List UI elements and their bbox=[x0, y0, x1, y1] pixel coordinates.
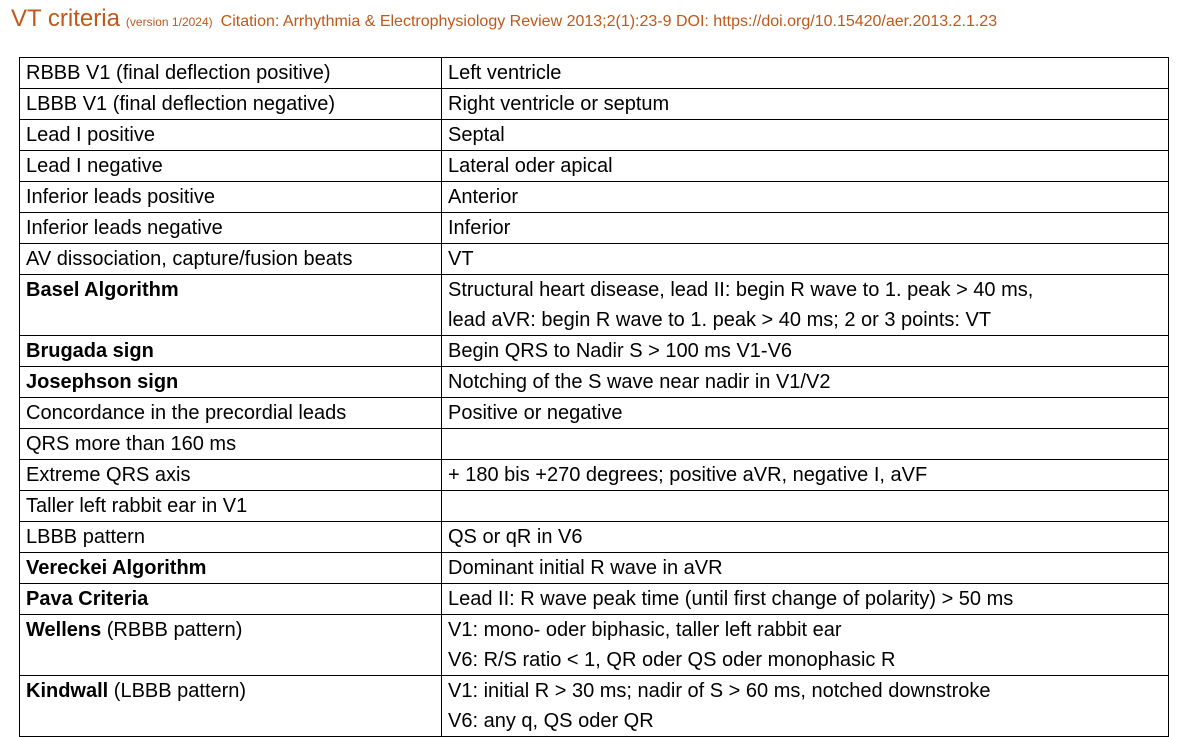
criterion-cell bbox=[20, 182, 442, 213]
meaning-cell bbox=[442, 398, 1169, 429]
criterion-text: Inferior leads positive bbox=[26, 186, 215, 208]
criterion-cell bbox=[20, 213, 442, 244]
meaning-cell bbox=[442, 213, 1169, 244]
table-row bbox=[20, 244, 1169, 275]
meaning-line: V1: initial R > 30 ms; nadir of S > 60 ms, notched downstroke bbox=[448, 680, 991, 702]
criterion-cell bbox=[20, 275, 442, 336]
document-header bbox=[11, 4, 997, 37]
meaning-line: V1: mono- oder biphasic, taller left rabbit ear bbox=[448, 619, 842, 641]
meaning-cell bbox=[442, 522, 1169, 553]
meaning-line: Lead II: R wave peak time (until first change of polarity) > 50 ms bbox=[448, 588, 1014, 610]
meaning-cell bbox=[442, 89, 1169, 120]
table-row bbox=[20, 398, 1169, 429]
table-row bbox=[20, 275, 1169, 336]
criterion-text: Concordance in the precordial leads bbox=[26, 402, 347, 424]
meaning-cell bbox=[442, 58, 1169, 89]
meaning-cell bbox=[442, 460, 1169, 491]
criterion-cell bbox=[20, 676, 442, 737]
criterion-name-bold: Brugada sign bbox=[26, 340, 154, 362]
meaning-line: VT bbox=[448, 248, 474, 270]
meaning-line: Left ventricle bbox=[448, 62, 562, 84]
criterion-text: QRS more than 160 ms bbox=[26, 433, 237, 455]
meaning-cell bbox=[442, 367, 1169, 398]
meaning-line: Notching of the S wave near nadir in V1/V2 bbox=[448, 371, 831, 393]
citation-text: Citation: Arrhythmia & Electrophysiology Review 2013;2(1):23-9 DOI: https://doi.org/10.15420/aer.2013.2.1.23 bbox=[220, 13, 998, 30]
criterion-text: Lead I positive bbox=[26, 124, 155, 146]
criterion-cell bbox=[20, 336, 442, 367]
meaning-line: Begin QRS to Nadir S > 100 ms V1-V6 bbox=[448, 340, 793, 362]
criterion-name-bold: Josephson sign bbox=[26, 371, 179, 393]
meaning-line: Lateral oder apical bbox=[448, 155, 613, 177]
table-row bbox=[20, 151, 1169, 182]
criterion-text: Inferior leads negative bbox=[26, 217, 223, 239]
criterion-text: Lead I negative bbox=[26, 155, 163, 177]
table-row bbox=[20, 491, 1169, 522]
table-row bbox=[20, 213, 1169, 244]
criterion-name-bold: Basel Algorithm bbox=[26, 279, 179, 301]
table-row bbox=[20, 553, 1169, 584]
criterion-cell bbox=[20, 553, 442, 584]
criterion-cell bbox=[20, 120, 442, 151]
criterion-text: LBBB pattern bbox=[26, 526, 145, 548]
meaning-line: + 180 bis +270 degrees; positive aVR, negative I, aVF bbox=[448, 464, 928, 486]
table-row bbox=[20, 676, 1169, 737]
table-row bbox=[20, 584, 1169, 615]
criterion-text: RBBB V1 (final deflection positive) bbox=[26, 62, 331, 84]
meaning-line: Septal bbox=[448, 124, 505, 146]
page-title: VT criteria bbox=[11, 5, 120, 32]
criterion-name-bold: Pava Criteria bbox=[26, 588, 149, 610]
meaning-cell bbox=[442, 182, 1169, 213]
meaning-cell bbox=[442, 244, 1169, 275]
criterion-text: Taller left rabbit ear in V1 bbox=[26, 495, 248, 517]
table-row bbox=[20, 522, 1169, 553]
criterion-text: AV dissociation, capture/fusion beats bbox=[26, 248, 353, 270]
table-row bbox=[20, 89, 1169, 120]
meaning-cell bbox=[442, 553, 1169, 584]
criterion-cell bbox=[20, 398, 442, 429]
criteria-table bbox=[19, 57, 1169, 737]
table-row bbox=[20, 367, 1169, 398]
meaning-line: V6: any q, QS oder QR bbox=[448, 710, 654, 732]
table-row bbox=[20, 182, 1169, 213]
criterion-name-bold: Vereckei Algorithm bbox=[26, 557, 207, 579]
criterion-cell bbox=[20, 58, 442, 89]
table-row bbox=[20, 615, 1169, 676]
criterion-cell bbox=[20, 615, 442, 676]
criterion-cell bbox=[20, 89, 442, 120]
meaning-line: lead aVR: begin R wave to 1. peak > 40 ms; 2 or 3 points: VT bbox=[448, 309, 992, 331]
criterion-cell bbox=[20, 151, 442, 182]
criterion-name-bold: Kindwall bbox=[26, 680, 109, 702]
version-label: (version 1/2024) bbox=[125, 15, 213, 29]
criteria-table-body bbox=[20, 58, 1169, 737]
meaning-cell bbox=[442, 275, 1169, 336]
table-row bbox=[20, 460, 1169, 491]
criterion-cell bbox=[20, 584, 442, 615]
table-row bbox=[20, 336, 1169, 367]
criterion-suffix: (RBBB pattern) bbox=[101, 619, 243, 641]
meaning-line: Structural heart disease, lead II: begin R wave to 1. peak > 40 ms, bbox=[448, 279, 1034, 301]
criterion-suffix: (LBBB pattern) bbox=[108, 680, 247, 702]
meaning-line: Anterior bbox=[448, 186, 519, 208]
meaning-cell bbox=[442, 120, 1169, 151]
meaning-line: Right ventricle or septum bbox=[448, 93, 670, 115]
criterion-cell bbox=[20, 244, 442, 275]
meaning-cell bbox=[442, 429, 1169, 460]
meaning-line bbox=[448, 491, 1168, 521]
meaning-line: QS or qR in V6 bbox=[448, 526, 583, 548]
meaning-cell bbox=[442, 151, 1169, 182]
criterion-cell bbox=[20, 367, 442, 398]
meaning-cell bbox=[442, 584, 1169, 615]
meaning-line: V6: R/S ratio < 1, QR oder QS oder monophasic R bbox=[448, 649, 896, 671]
meaning-cell bbox=[442, 676, 1169, 737]
meaning-line: Positive or negative bbox=[448, 402, 623, 424]
meaning-line: Dominant initial R wave in aVR bbox=[448, 557, 723, 579]
criterion-text: LBBB V1 (final deflection negative) bbox=[26, 93, 336, 115]
table-row bbox=[20, 429, 1169, 460]
table-row bbox=[20, 58, 1169, 89]
criterion-text: Extreme QRS axis bbox=[26, 464, 191, 486]
criterion-name-bold: Wellens bbox=[26, 619, 102, 641]
meaning-cell bbox=[442, 491, 1169, 522]
criterion-cell bbox=[20, 460, 442, 491]
criterion-cell bbox=[20, 429, 442, 460]
meaning-line: Inferior bbox=[448, 217, 511, 239]
meaning-line bbox=[448, 429, 1168, 459]
table-row bbox=[20, 120, 1169, 151]
meaning-cell bbox=[442, 336, 1169, 367]
criterion-cell bbox=[20, 522, 442, 553]
criterion-cell bbox=[20, 491, 442, 522]
meaning-cell bbox=[442, 615, 1169, 676]
